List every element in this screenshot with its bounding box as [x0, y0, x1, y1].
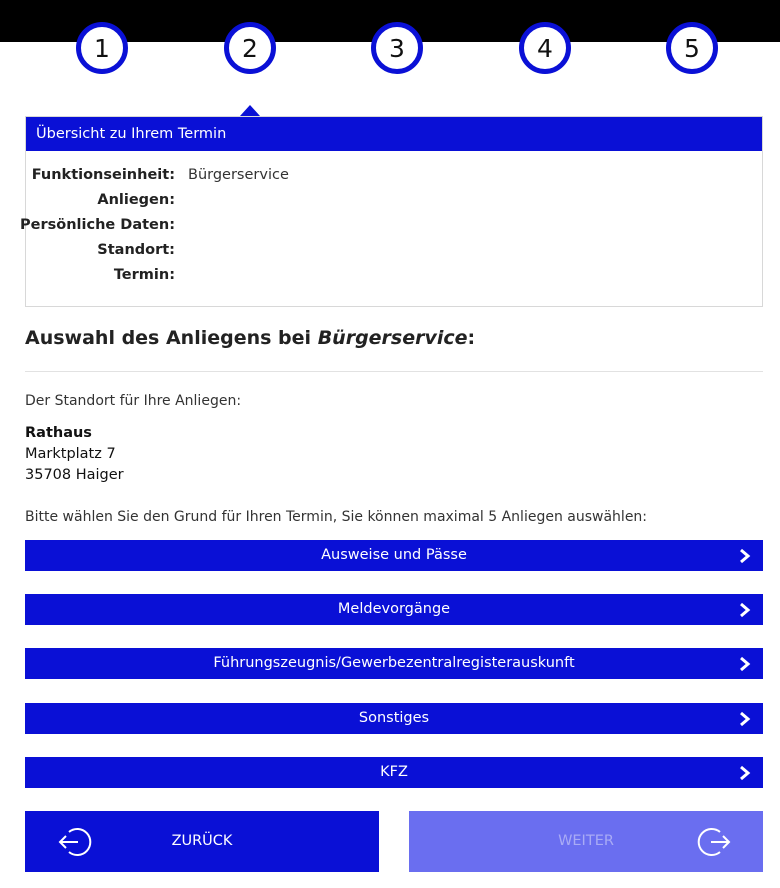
summary-label: Anliegen:: [97, 192, 175, 208]
chevron-right-icon: [738, 656, 752, 672]
back-label: ZURÜCK: [171, 833, 233, 849]
summary-label: Funktionseinheit:: [31, 167, 175, 183]
step-1[interactable]: 1: [76, 22, 128, 74]
concern-button-fuehrungszeugnis[interactable]: [25, 648, 763, 679]
next-button-disabled[interactable]: [409, 811, 763, 872]
summary-value: Bürgerservice: [188, 167, 289, 183]
concern-label: KFZ: [380, 764, 408, 780]
step-indicator: [0, 22, 780, 76]
selection-hint: Bitte wählen Sie den Grund für Ihren Termin, Sie können maximal 5 Anliegen auswählen:: [25, 509, 648, 525]
next-label: WEITER: [558, 833, 614, 849]
chevron-right-icon: [738, 765, 752, 781]
current-step-pointer: [240, 105, 260, 116]
chevron-right-icon: [738, 602, 752, 618]
summary-row-appointment: [26, 267, 762, 292]
back-button[interactable]: [25, 811, 379, 872]
location-intro: Der Standort für Ihre Anliegen:: [25, 393, 242, 409]
summary-header: Übersicht zu Ihrem Termin: [26, 117, 762, 151]
concern-label: Führungszeugnis/Gewerbezentralregisterauskunft: [213, 655, 575, 671]
concern-button-ausweise[interactable]: [25, 540, 763, 571]
summary-row-personal-data: [20, 217, 762, 242]
summary-row-concerns: [26, 192, 762, 217]
concern-label: Ausweise und Pässe: [321, 547, 467, 563]
step-4[interactable]: 4: [519, 22, 571, 74]
arrow-left-circle-icon: [56, 825, 92, 859]
concern-button-meldevorgaenge[interactable]: [25, 594, 763, 625]
title-suffix: :: [467, 327, 476, 349]
summary-label: Persönliche Daten:: [20, 217, 175, 233]
step-3[interactable]: 3: [371, 22, 423, 74]
step-5[interactable]: 5: [666, 22, 718, 74]
concern-label: Sonstiges: [358, 710, 430, 726]
summary-label: Termin:: [113, 267, 175, 283]
summary-row-location: [26, 242, 762, 267]
location-city: 35708 Haiger: [25, 467, 124, 483]
location-name: Rathaus: [25, 425, 92, 441]
appointment-summary: [20, 116, 763, 307]
summary-label: Standort:: [97, 242, 175, 258]
page-title: [25, 327, 475, 349]
concern-button-sonstiges[interactable]: [25, 703, 763, 734]
title-prefix: Auswahl des Anliegens bei: [25, 327, 318, 349]
chevron-right-icon: [738, 548, 752, 564]
concern-label: Meldevorgänge: [337, 601, 451, 617]
concern-button-kfz[interactable]: [25, 757, 763, 788]
title-unit: Bürgerservice: [317, 327, 468, 349]
summary-row-unit: [26, 167, 762, 192]
step-2-current[interactable]: 2: [224, 22, 276, 74]
divider: [25, 371, 763, 372]
arrow-right-circle-icon: [697, 825, 733, 859]
chevron-right-icon: [738, 711, 752, 727]
location-street: Marktplatz 7: [25, 446, 116, 462]
summary-rows: [20, 167, 762, 292]
